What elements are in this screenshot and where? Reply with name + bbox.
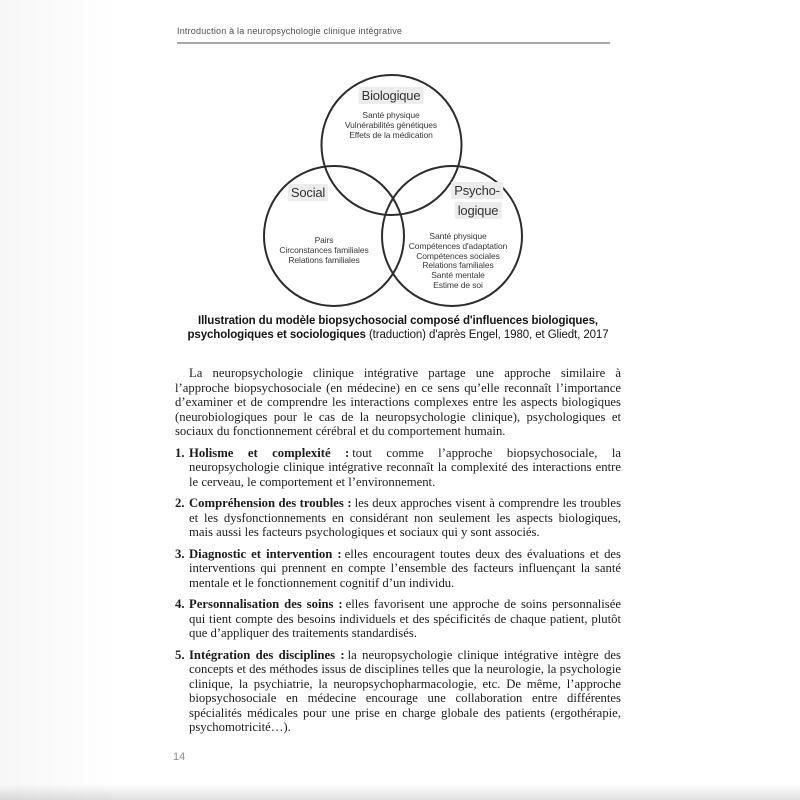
list-item-text: la neuropsychologie clinique intégrative intègre des concepts et des méthodes issus de disciplines telles que la neurologie, la psychologie clinique, la psychiatrie, la neuropsychopharmacologie, etc. De même, l’approche biopsychosociale en médecine encourage une collaboration entre différentes spécialités médicales pour une prise en charge globale des patients (ergothérapie, psychomotricité…).: [189, 647, 621, 734]
biologique-item: Vulnérabilités génétiques: [344, 119, 438, 130]
list-item-number: 4.: [175, 597, 185, 611]
list-item-number: 1.: [175, 445, 185, 460]
list-item: [175, 496, 621, 540]
psychologique-item: Santé physique: [429, 231, 487, 241]
list-item-body: [189, 597, 621, 641]
psychologique-item: Compétences d'adaptation: [408, 240, 508, 251]
list-item-lead: Diagnostic et intervention :: [189, 546, 342, 561]
biologique-item: Effets de la médication: [349, 129, 433, 140]
intro-paragraph: La neuropsychologie clinique intégrative partage une approche similaire à l’approche biopsychosociale (en médecine) en ce sens qu’elle reconnaît l’importance d’examiner et de comprendre les interactions complexes entre les aspects biologiques (neurobiologiques pour le cas de la neuropsychologie clinique), psychologiques et sociaux du fonctionnement cérébral et du comportement humain.: [175, 366, 621, 438]
biologique-item: Santé physique: [362, 110, 420, 120]
list-item: [175, 446, 621, 490]
list-item-text: elles favorisent une approche de soins personnalisée qui tient compte des besoins individuels et des spécificités de chaque patient, plutôt que d’appliquer des traitements standardisés.: [189, 597, 621, 640]
psychologique-label-line1: Psycho-: [451, 182, 503, 199]
venn-diagram: [250, 65, 550, 317]
list-item-lead: Intégration des disciplines :: [189, 647, 345, 662]
biologique-label: Biologique: [359, 87, 424, 104]
list-item-lead: Holisme et complexité :: [189, 445, 350, 460]
social-item: Relations familiales: [288, 254, 360, 265]
list-item-body: [189, 496, 621, 540]
biologique-items: [345, 111, 437, 140]
running-header: Introduction à la neuropsychologie clinique intégrative: [177, 26, 403, 36]
list-item-body: [189, 547, 621, 591]
social-item: Pairs: [314, 235, 334, 245]
list-item-body: [189, 648, 621, 735]
list-item-number: 5.: [175, 647, 185, 662]
list-item: [175, 547, 621, 591]
psychologique-item: Estime de soi: [433, 279, 483, 290]
social-item: Circonstances familiales: [279, 244, 369, 255]
figure-caption: [165, 314, 631, 342]
list-item: [175, 597, 621, 641]
body-text-column: [175, 366, 621, 742]
psychologique-item: Compétences sociales: [416, 250, 500, 261]
header-rule: [177, 42, 610, 44]
social-items: [279, 236, 368, 265]
caption-regular-line2: (traduction) d'après Engel, 1980, et Gliedt, 2017: [365, 329, 609, 341]
caption-bold-line2: psychologiques et sociologiques: [187, 329, 366, 341]
psychologique-label-line2: logique: [455, 202, 502, 219]
list-item-text: tout comme l’approche biopsychosociale, la neuropsychologie clinique intégrative reconnaît la complexité des interactions entre le cerveau, le comportement et l’environnement.: [189, 445, 621, 489]
list-item-number: 3.: [175, 546, 185, 561]
caption-bold-line1: Illustration du modèle biopsychosocial composé d'influences biologiques,: [197, 315, 598, 327]
list-item-text: les deux approches visent à comprendre les troubles et les dysfonctionnements en considérant non seulement les aspects biologiques, mais aussi les facteurs psychologiques et sociaux qui y sont associés.: [189, 496, 622, 539]
page-number: 14: [173, 751, 186, 763]
list-item-lead: Compréhension des troubles :: [189, 496, 352, 510]
psychologique-items: [409, 232, 507, 291]
psychologique-item: Relations familiales: [422, 260, 494, 271]
social-label: Social: [288, 184, 328, 201]
list-item-lead: Personnalisation des soins :: [189, 597, 343, 611]
list-item: [175, 648, 621, 735]
list-item-number: 2.: [175, 496, 185, 510]
list-item-body: [189, 446, 621, 490]
numbered-list: [175, 446, 621, 735]
psychologique-item: Santé mentale: [431, 270, 485, 281]
list-item-text: elles encouragent toutes deux des évaluations et des interventions qui prennent en compte l’ensemble des facteurs influençant la santé mentale et le fonctionnement cognitif d’un individu.: [189, 546, 621, 590]
